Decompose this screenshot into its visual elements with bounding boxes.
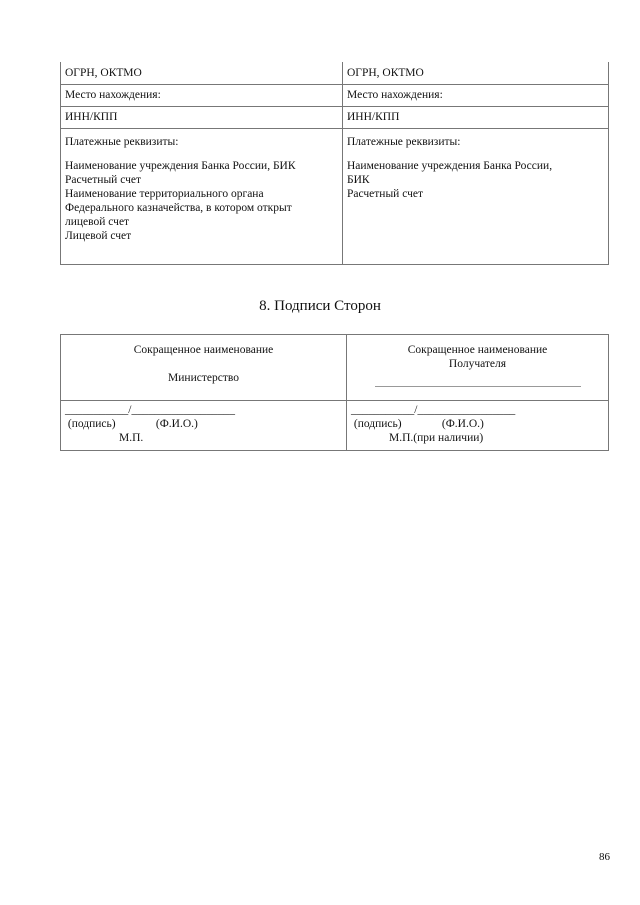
payment-details-right xyxy=(343,128,609,264)
payment-line: Лицевой счет xyxy=(65,229,132,242)
ministry-cell xyxy=(61,335,347,401)
payment-line: Расчетный счет xyxy=(347,187,423,200)
stamp-label: М.П.(при наличии) xyxy=(389,432,484,444)
table-row xyxy=(61,128,609,264)
payment-line: лицевой счет xyxy=(65,215,130,228)
payment-line: Расчетный счет xyxy=(65,173,141,186)
signature-table xyxy=(60,334,609,451)
signature-line: ___________/__________________ xyxy=(65,404,235,416)
ogrn-oktmo-right: ОГРН, ОКТМО xyxy=(343,62,609,84)
recipient-signature-cell xyxy=(347,401,609,451)
location-right: Место нахождения: xyxy=(343,84,609,106)
signature-caption: (подпись) (Ф.И.О.) xyxy=(65,418,198,430)
short-name-label-left: Сокращенное наименование xyxy=(133,344,274,356)
table-row xyxy=(61,84,609,106)
signature-line: ___________/_________________ xyxy=(351,404,516,416)
ministry-signature-cell xyxy=(61,401,347,451)
payment-line: Наименование территориального органа xyxy=(65,187,264,200)
location-left: Место нахождения: xyxy=(61,84,343,106)
payment-details-left xyxy=(61,128,343,264)
payment-line: БИК xyxy=(347,173,370,186)
table-row xyxy=(61,62,609,84)
payment-line: Наименование учреждения Банка России, БИК xyxy=(65,159,296,172)
recipient-name-line xyxy=(375,385,581,387)
short-name-label-right: Сокращенное наименование xyxy=(407,344,548,356)
section-title: 8. Подписи Сторон xyxy=(259,298,381,314)
payment-header-left: Платежные реквизиты: xyxy=(65,135,179,148)
stamp-label: М.П. xyxy=(119,432,144,444)
requisites-table xyxy=(60,62,609,265)
payment-line: Федерального казначейства, в котором открыт xyxy=(65,201,292,214)
payment-line: Наименование учреждения Банка России, xyxy=(347,159,553,172)
table-row xyxy=(61,335,609,401)
ogrn-oktmo-left: ОГРН, ОКТМО xyxy=(61,62,343,84)
signature-caption: (подпись) (Ф.И.О.) xyxy=(351,418,484,430)
payment-header-right: Платежные реквизиты: xyxy=(347,135,461,148)
ministry-name: Министерство xyxy=(168,372,239,384)
recipient-label: Получателя xyxy=(448,358,507,370)
page-number: 86 xyxy=(599,851,610,863)
inn-kpp-right: ИНН/КПП xyxy=(343,106,609,128)
table-row xyxy=(61,401,609,451)
recipient-cell xyxy=(347,335,609,401)
inn-kpp-left: ИНН/КПП xyxy=(61,106,343,128)
table-row xyxy=(61,106,609,128)
